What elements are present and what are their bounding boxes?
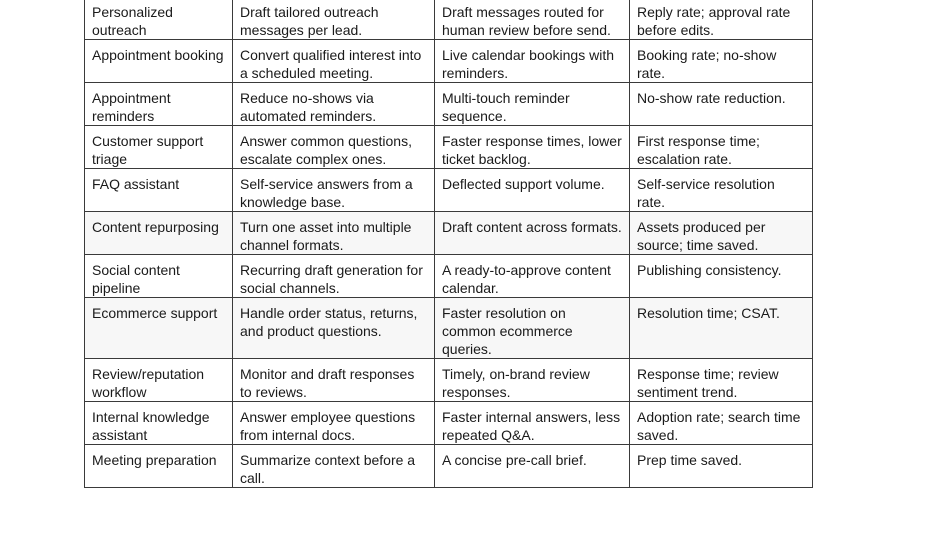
metric-cell: Prep time saved. — [630, 445, 813, 488]
metric-cell: Booking rate; no-show rate. — [630, 40, 813, 83]
table-row — [85, 169, 813, 212]
metric-cell: Reply rate; approval rate before edits. — [630, 0, 813, 40]
outcome-cell: A ready-to-approve content calendar. — [435, 255, 630, 298]
outcome-cell: Faster resolution on common ecommerce queries. — [435, 298, 630, 359]
outcome-cell: A concise pre-call brief. — [435, 445, 630, 488]
outcome-cell: Faster internal answers, less repeated Q&A. — [435, 402, 630, 445]
outcome-cell: Live calendar bookings with reminders. — [435, 40, 630, 83]
use-case-cell: Social content pipeline — [85, 255, 233, 298]
metric-cell: Self-service resolution rate. — [630, 169, 813, 212]
goal-cell: Convert qualified interest into a scheduled meeting. — [233, 40, 435, 83]
outcome-cell: Timely, on-brand review responses. — [435, 359, 630, 402]
table-row — [85, 126, 813, 169]
use-case-cell: Internal knowledge assistant — [85, 402, 233, 445]
table-row — [85, 83, 813, 126]
use-case-cell: Ecommerce support — [85, 298, 233, 359]
use-case-cell: Review/reputation workflow — [85, 359, 233, 402]
goal-cell: Answer common questions, escalate complex ones. — [233, 126, 435, 169]
goal-cell: Handle order status, returns, and product questions. — [233, 298, 435, 359]
use-case-cell: FAQ assistant — [85, 169, 233, 212]
table-row — [85, 359, 813, 402]
goal-cell: Draft tailored outreach messages per lead. — [233, 0, 435, 40]
metric-cell: Resolution time; CSAT. — [630, 298, 813, 359]
use-case-cell: Personalized outreach — [85, 0, 233, 40]
outcome-cell: Draft content across formats. — [435, 212, 630, 255]
metric-cell: Publishing consistency. — [630, 255, 813, 298]
table-row — [85, 402, 813, 445]
goal-cell: Recurring draft generation for social channels. — [233, 255, 435, 298]
metric-cell: Assets produced per source; time saved. — [630, 212, 813, 255]
use-case-cell: Meeting preparation — [85, 445, 233, 488]
table-row — [85, 0, 813, 40]
metric-cell: First response time; escalation rate. — [630, 126, 813, 169]
use-case-cell: Appointment booking — [85, 40, 233, 83]
metric-cell: Response time; review sentiment trend. — [630, 359, 813, 402]
goal-cell: Monitor and draft responses to reviews. — [233, 359, 435, 402]
table-row — [85, 255, 813, 298]
outcome-cell: Draft messages routed for human review before send. — [435, 0, 630, 40]
metric-cell: Adoption rate; search time saved. — [630, 402, 813, 445]
metric-cell: No-show rate reduction. — [630, 83, 813, 126]
goal-cell: Summarize context before a call. — [233, 445, 435, 488]
use-case-cell: Content repurposing — [85, 212, 233, 255]
table-row — [85, 298, 813, 359]
outcome-cell: Deflected support volume. — [435, 169, 630, 212]
table-row — [85, 40, 813, 83]
goal-cell: Turn one asset into multiple channel formats. — [233, 212, 435, 255]
goal-cell: Self-service answers from a knowledge base. — [233, 169, 435, 212]
use-case-cell: Customer support triage — [85, 126, 233, 169]
use-case-table — [84, 0, 813, 488]
outcome-cell: Faster response times, lower ticket backlog. — [435, 126, 630, 169]
table-row — [85, 445, 813, 488]
outcome-cell: Multi-touch reminder sequence. — [435, 83, 630, 126]
table-row — [85, 212, 813, 255]
table-body — [85, 0, 813, 488]
goal-cell: Answer employee questions from internal docs. — [233, 402, 435, 445]
goal-cell: Reduce no-shows via automated reminders. — [233, 83, 435, 126]
use-case-cell: Appointment reminders — [85, 83, 233, 126]
